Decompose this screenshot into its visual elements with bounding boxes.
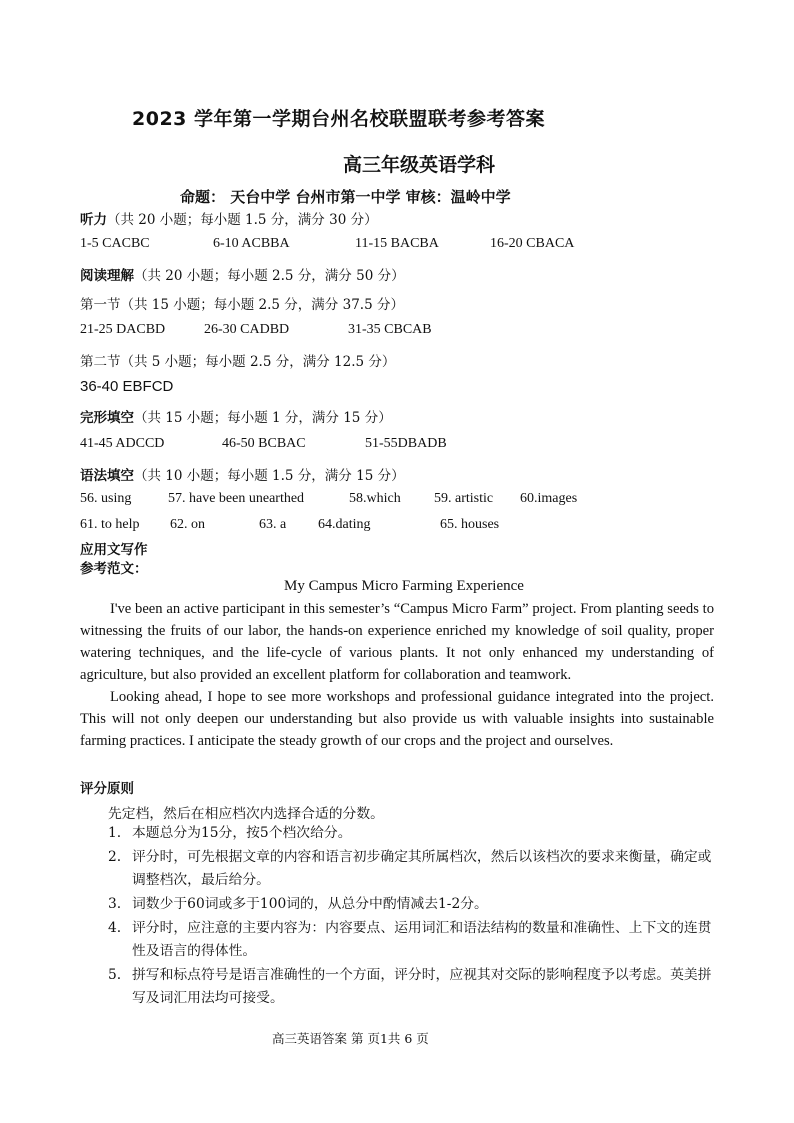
criteria-item	[108, 964, 720, 1010]
criteria-item-text: 词数少于60词或多于100词的，从总分中酌情减去1-2分。	[132, 896, 488, 912]
answer-group: 60.images	[520, 491, 578, 506]
criteria-item-text: 拼写和标点符号是语言准确性的一个方面，评分时，应视其对交际的影响程度予以考虑。英美拼写及词汇用法均可接受。	[132, 967, 712, 1006]
answer-group: 51-55DBADB	[365, 436, 447, 451]
answer-group: 21-25 DACBD	[80, 322, 166, 337]
answer-group: 64.dating	[318, 517, 371, 532]
essay-paragraph: Looking ahead, I hope to see more workshops and professional guidance integrated into the project. This will not only deepen our understanding but also provide us with valuable insights into sustainable farming practices. I anticipate the steady growth of our crops and the project and ourselves.	[80, 689, 714, 749]
answer-group: 1-5 CACBC	[80, 236, 150, 251]
page-subtitle: 高三年级英语学科	[343, 154, 496, 176]
criteria-heading: 评分原则	[80, 781, 134, 797]
listening-label: 听力	[80, 212, 107, 228]
criteria-item	[108, 893, 720, 916]
answer-group: 11-15 BACBA	[355, 236, 439, 251]
criteria-item-number: 2.	[108, 849, 122, 865]
reading-label: 阅读理解	[80, 268, 134, 284]
answer-group: 59. artistic	[434, 491, 494, 506]
answer-group: 16-20 CBACA	[490, 236, 575, 251]
answer-group: 56. using	[80, 491, 132, 506]
reading-part1-info: 第一节（共 15 小题；每小题 2.5 分，满分 37.5 分）	[80, 297, 404, 313]
criteria-item-number: 1.	[108, 825, 122, 841]
answer-group: 61. to help	[80, 517, 140, 532]
reading-info: （共 20 小题；每小题 2.5 分，满分 50 分）	[134, 268, 405, 284]
criteria-item-text: 评分时，应注意的主要内容为：内容要点、运用词汇和语法结构的数量和准确性、上下文的连贯性及语言的得体性。	[132, 920, 712, 959]
authors-line: 命题： 天台中学 台州市第一中学 审核：温岭中学	[180, 188, 511, 206]
sample-essay-label: 参考范文：	[80, 561, 148, 577]
answer-group: 46-50 BCBAC	[222, 436, 306, 451]
grammar-info: （共 10 小题；每小题 1.5 分，满分 15 分）	[134, 468, 405, 484]
criteria-item-number: 5.	[108, 967, 122, 983]
grammar-heading	[80, 464, 405, 484]
listening-heading	[80, 208, 378, 228]
cloze-info: （共 15 小题；每小题 1 分，满分 15 分）	[134, 410, 392, 426]
criteria-item-text: 评分时，可先根据文章的内容和语言初步确定其所属档次，然后以该档次的要求来衡量，确定或调整档次，最后给分。	[132, 849, 712, 888]
criteria-item	[108, 822, 720, 845]
answer-group: 41-45 ADCCD	[80, 436, 165, 451]
writing-heading: 应用文写作	[80, 542, 148, 558]
reading-part2-info: 第二节（共 5 小题；每小题 2.5 分，满分 12.5 分）	[80, 354, 396, 370]
answer-group: 62. on	[170, 517, 205, 532]
criteria-item-text: 本题总分为15分，按5个档次给分。	[132, 825, 352, 841]
page-footer: 高三英语答案 第 页1共 6 页	[272, 1031, 429, 1046]
answer-group: 6-10 ACBBA	[213, 236, 290, 251]
reading-heading	[80, 264, 405, 284]
listening-info: （共 20 小题；每小题 1.5 分，满分 30 分）	[107, 212, 378, 228]
answer-group: 57. have been unearthed	[168, 491, 305, 506]
cloze-label: 完形填空	[80, 410, 134, 426]
answer-group: 63. a	[259, 517, 287, 532]
grammar-label: 语法填空	[80, 468, 134, 484]
essay-paragraph: I've been an active participant in this semester’s “Campus Micro Farm” project. From planting seeds to witnessing the fruits of our labor, the hands-on experience enriched my knowledge of soil quality, proper watering techniques, and the life-cycle of various plants. It not only enhanced my understanding of agriculture, but also provided an excellent platform for collaboration and teamwork.	[80, 601, 714, 683]
essay-title: My Campus Micro Farming Experience	[284, 578, 524, 594]
answer-group: 31-35 CBCAB	[348, 322, 432, 337]
criteria-item	[108, 917, 720, 963]
answer-group: 58.which	[349, 491, 401, 506]
criteria-intro: 先定档，然后在相应档次内选择合适的分数。	[108, 806, 384, 822]
criteria-item-number: 4.	[108, 920, 122, 936]
page-title: 2023 学年第一学期台州名校联盟联考参考答案	[132, 108, 545, 130]
answer-group: 26-30 CADBD	[204, 322, 290, 337]
cloze-heading	[80, 406, 392, 426]
answer-group: 65. houses	[440, 517, 500, 532]
answer-group: 36-40 EBFCD	[80, 378, 174, 395]
criteria-item-number: 3.	[108, 896, 122, 912]
criteria-item	[108, 846, 720, 892]
